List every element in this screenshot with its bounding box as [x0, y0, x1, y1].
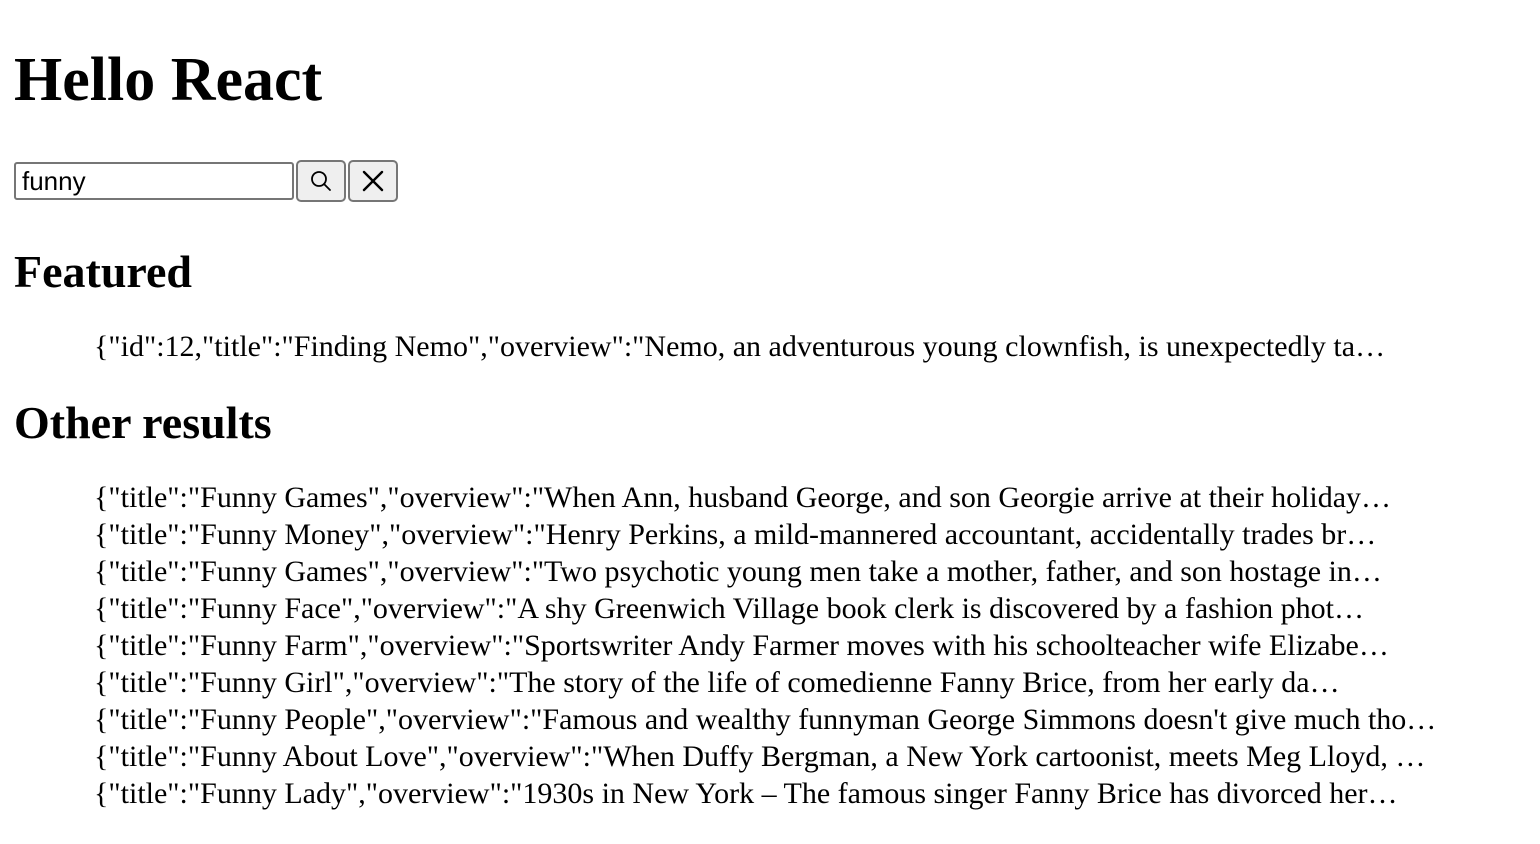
- list-item: 7. {"title":"Funny People","overview":"Famous and wealthy funnyman George Simmons doesn't give much tho…: [94, 701, 1526, 738]
- other-results-list: [14, 479, 1526, 812]
- search-icon: [310, 170, 332, 192]
- search-bar: [14, 160, 1526, 202]
- search-button[interactable]: [296, 160, 346, 202]
- list-item: 9. {"title":"Funny Lady","overview":"1930s in New York – The famous singer Fanny Brice has divorced her…: [94, 775, 1526, 812]
- list-item: 8. {"title":"Funny About Love","overview":"When Duffy Bergman, a New York cartoonist, meets Meg Lloyd, …: [94, 738, 1526, 775]
- other-results-heading: Other results: [14, 397, 272, 448]
- page-title: Hello React: [14, 46, 323, 114]
- list-item: 4. {"title":"Funny Face","overview":"A shy Greenwich Village book clerk is discovered by a fashion phot…: [94, 590, 1526, 627]
- clear-button[interactable]: [348, 160, 398, 202]
- featured-list: [14, 328, 1526, 365]
- featured-heading: Featured: [14, 246, 193, 297]
- list-item: 6. {"title":"Funny Girl","overview":"The story of the life of comedienne Fanny Brice, from her early da…: [94, 664, 1526, 701]
- list-item: 2. {"title":"Funny Money","overview":"Henry Perkins, a mild-mannered accountant, accidentally trades br…: [94, 516, 1526, 553]
- list-item: 1. {"id":12,"title":"Finding Nemo","overview":"Nemo, an adventurous young clownfish, is unexpectedly ta…: [94, 328, 1526, 365]
- list-item: 5. {"title":"Funny Farm","overview":"Sportswriter Andy Farmer moves with his schoolteacher wife Elizabe…: [94, 627, 1526, 664]
- close-icon: [362, 170, 384, 192]
- list-item: 1. {"title":"Funny Games","overview":"When Ann, husband George, and son Georgie arrive at their holiday…: [94, 479, 1526, 516]
- search-input[interactable]: [14, 162, 294, 200]
- list-item: 3. {"title":"Funny Games","overview":"Two psychotic young men take a mother, father, and son hostage in…: [94, 553, 1526, 590]
